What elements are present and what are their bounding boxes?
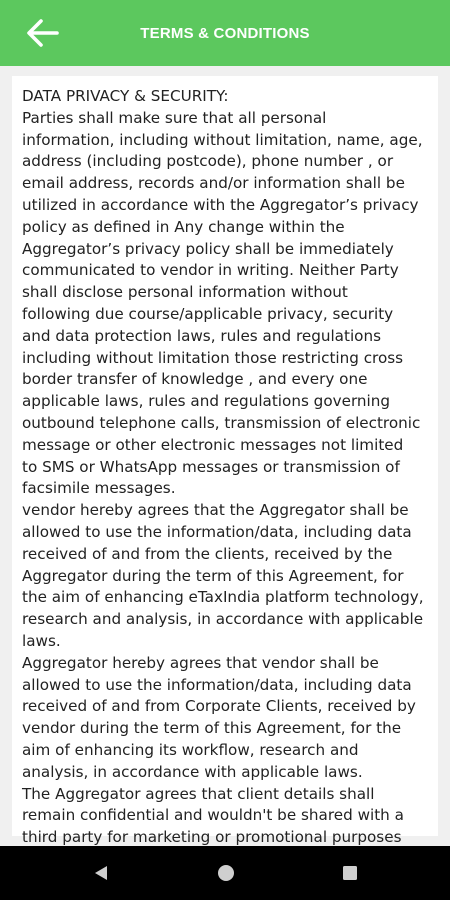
terms-line: research and analysis, in accordance with applicable <box>22 610 424 629</box>
terms-line: laws. <box>22 631 61 650</box>
nav-back-button[interactable] <box>88 860 114 886</box>
terms-line: received of and from Corporate Clients, received by <box>22 697 416 716</box>
system-nav-bar <box>0 846 450 900</box>
terms-line: address (including postcode), phone number , or <box>22 152 394 171</box>
terms-line: the aim of enhancing eTaxIndia platform technology, <box>22 588 424 607</box>
terms-line: vendor hereby agrees that the Aggregator shall be <box>22 501 409 520</box>
nav-back-triangle-icon <box>91 863 111 883</box>
terms-line: Aggregator during the term of this Agreement, for <box>22 566 404 585</box>
terms-line: DATA PRIVACY & SECURITY: <box>22 87 229 105</box>
terms-line: facsimile messages. <box>22 479 176 498</box>
terms-line: Aggregator hereby agrees that vendor shall be <box>22 653 379 672</box>
nav-recents-button[interactable] <box>337 860 363 886</box>
terms-line: received of and from the clients, received by the <box>22 544 393 563</box>
terms-line: shall disclose personal information without <box>22 283 348 302</box>
terms-line: analysis, in accordance with applicable laws. <box>22 762 363 781</box>
terms-line: utilized in accordance with the Aggregator’s privacy <box>22 195 419 214</box>
terms-line: and data protection laws, rules and regulations <box>22 326 381 345</box>
terms-content-card[interactable] <box>12 76 438 847</box>
terms-line: border transfer of knowledge , and every one <box>22 370 368 389</box>
back-button[interactable] <box>22 13 62 53</box>
terms-line: policy as defined in Any change within the <box>22 217 345 236</box>
arrow-left-icon <box>25 18 59 48</box>
terms-line: Aggregator’s privacy policy shall be immediately <box>22 239 394 258</box>
terms-line: email address, records and/or information shall be <box>22 174 405 193</box>
terms-line: aim of enhancing its workflow, research and <box>22 740 359 759</box>
terms-line: information, including without limitation, name, age, <box>22 130 423 149</box>
nav-recents-square-icon <box>340 863 360 883</box>
terms-line: allowed to use the information/data, including data <box>22 522 412 541</box>
nav-home-circle-icon <box>215 862 237 884</box>
terms-line: allowed to use the information/data, including data <box>22 675 412 694</box>
terms-line: to SMS or WhatsApp messages or transmission of <box>22 457 400 476</box>
terms-line: remain confidential and wouldn't be shared with a <box>22 806 404 825</box>
terms-line: outbound telephone calls, transmission of electronic <box>22 413 421 432</box>
page-title: TERMS & CONDITIONS <box>140 24 310 42</box>
terms-line: including without limitation those restricting cross <box>22 348 404 367</box>
terms-line: Parties shall make sure that all personal <box>22 108 327 127</box>
nav-home-button[interactable] <box>213 860 239 886</box>
terms-line: communicated to vendor in writing. Neither Party <box>22 261 399 280</box>
terms-line: third party for marketing or promotional purposes <box>22 828 402 847</box>
terms-line: following due course/applicable privacy, security <box>22 304 394 323</box>
terms-line: vendor during the term of this Agreement, for the <box>22 719 402 738</box>
terms-line: The Aggregator agrees that client details shall <box>22 784 375 803</box>
app-bar <box>0 0 450 66</box>
terms-line: applicable laws, rules and regulations governing <box>22 392 391 411</box>
terms-line: message or other electronic messages not limited <box>22 435 404 454</box>
terms-text <box>22 86 438 849</box>
